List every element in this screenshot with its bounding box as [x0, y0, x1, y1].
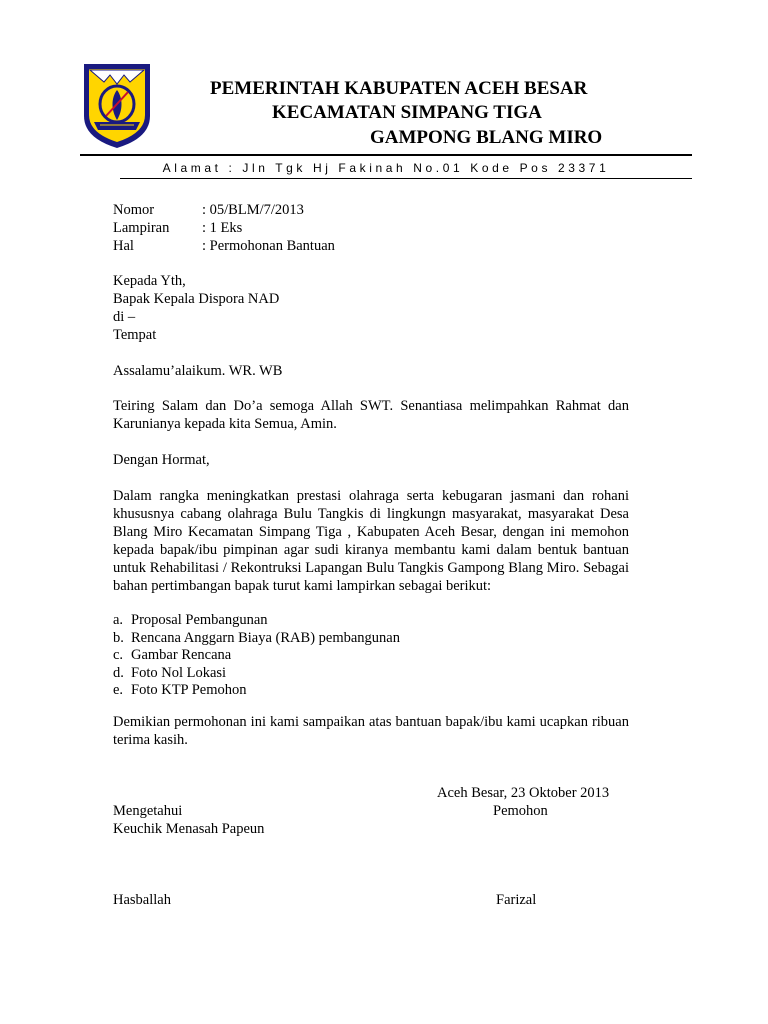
closing-paragraph	[113, 713, 629, 749]
body-line: bahan pertimbangan bapak turut kami lampirkan sebagai berikut:	[113, 578, 492, 594]
header-line-1: PEMERINTAH KABUPATEN ACEH BESAR	[210, 78, 588, 99]
header-address: Alamat : Jln Tgk Hj Fakinah No.01 Kode Pos 23371	[162, 161, 610, 175]
list-item	[113, 647, 400, 665]
acknowledger-name: Hasballah	[113, 892, 171, 908]
meta-row-lampiran	[113, 219, 242, 237]
greeting: Assalamu’alaikum. WR. WB	[113, 363, 283, 379]
salutation: Dengan Hormat,	[113, 452, 210, 468]
list-item-text: Rencana Anggarn Biaya (RAB) pembangunan	[131, 629, 400, 646]
meta-row-hal	[113, 237, 335, 255]
attachment-list	[113, 612, 400, 700]
list-marker: b.	[113, 629, 124, 646]
opening-line: Teiring Salam dan Do’a semoga Allah SWT. Senantiasa melimpahkan Rahmat dan	[113, 398, 629, 414]
applicant-title: Pemohon	[493, 803, 548, 819]
list-item-text: Gambar Rencana	[131, 647, 232, 664]
list-item	[113, 682, 400, 700]
acknowledged-label: Mengetahui	[113, 803, 183, 819]
aceh-besar-emblem-icon	[80, 60, 154, 150]
meta-value: : 05/BLM/7/2013	[202, 202, 304, 218]
list-marker: c.	[113, 647, 124, 664]
recipient-line: Kepada Yth,	[113, 273, 186, 289]
list-marker: a.	[113, 612, 124, 628]
body-line: khususnya cabang olahraga Bulu Tangkis di lingkungn masyarakat, masyarakat Desa	[113, 506, 629, 522]
place-date: Aceh Besar, 23 Oktober 2013	[437, 785, 610, 801]
recipient-line: Bapak Kepala Dispora NAD	[113, 291, 280, 307]
header-divider-thick	[80, 154, 692, 156]
meta-value: : Permohonan Bantuan	[202, 238, 335, 254]
list-item	[113, 630, 400, 648]
meta-label: Nomor	[113, 202, 155, 218]
meta-label: Hal	[113, 238, 134, 254]
opening-line: Karunianya kepada kita Semua, Amin.	[113, 416, 337, 432]
header-line-2: KECAMATAN SIMPANG TIGA	[272, 102, 542, 123]
list-marker: e.	[113, 682, 124, 699]
meta-value: : 1 Eks	[202, 220, 243, 236]
list-item-text: Foto Nol Lokasi	[131, 664, 227, 681]
list-item	[113, 665, 400, 683]
body-line: kepada bapak/ibu pimpinan agar sudi kiranya membantu kami dalam bentuk bantuan	[113, 542, 629, 558]
list-marker: d.	[113, 664, 124, 681]
list-item-text: Proposal Pembangunan	[131, 612, 268, 628]
meta-label: Lampiran	[113, 220, 170, 236]
closing-line: Demikian permohonan ini kami sampaikan atas bantuan bapak/ibu kami ucapkan ribuan	[113, 714, 629, 730]
body-paragraph	[113, 487, 629, 595]
closing-line: terima kasih.	[113, 732, 188, 748]
recipient-line: di –	[113, 309, 136, 325]
body-line: untuk Rehabilitasi / Rekontruksi Lapangan Bulu Tangkis Gampong Blang Miro. Sebagai	[113, 560, 629, 576]
opening-paragraph	[113, 397, 629, 433]
applicant-name: Farizal	[496, 892, 537, 908]
list-item	[113, 612, 400, 630]
meta-row-nomor	[113, 201, 304, 219]
body-line: Blang Miro Kecamatan Simpang Tiga , Kabupaten Aceh Besar, dengan ini memohon	[113, 524, 629, 540]
recipient-line: Tempat	[113, 327, 157, 343]
list-item-text: Foto KTP Pemohon	[131, 682, 247, 699]
header-line-3: GAMPONG BLANG MIRO	[370, 127, 603, 148]
body-line: Dalam rangka meningkatkan prestasi olahraga serta kebugaran jasmani dan rohani	[113, 488, 629, 504]
acknowledger-title: Keuchik Menasah Papeun	[113, 821, 265, 837]
header-divider-thin	[120, 178, 692, 179]
